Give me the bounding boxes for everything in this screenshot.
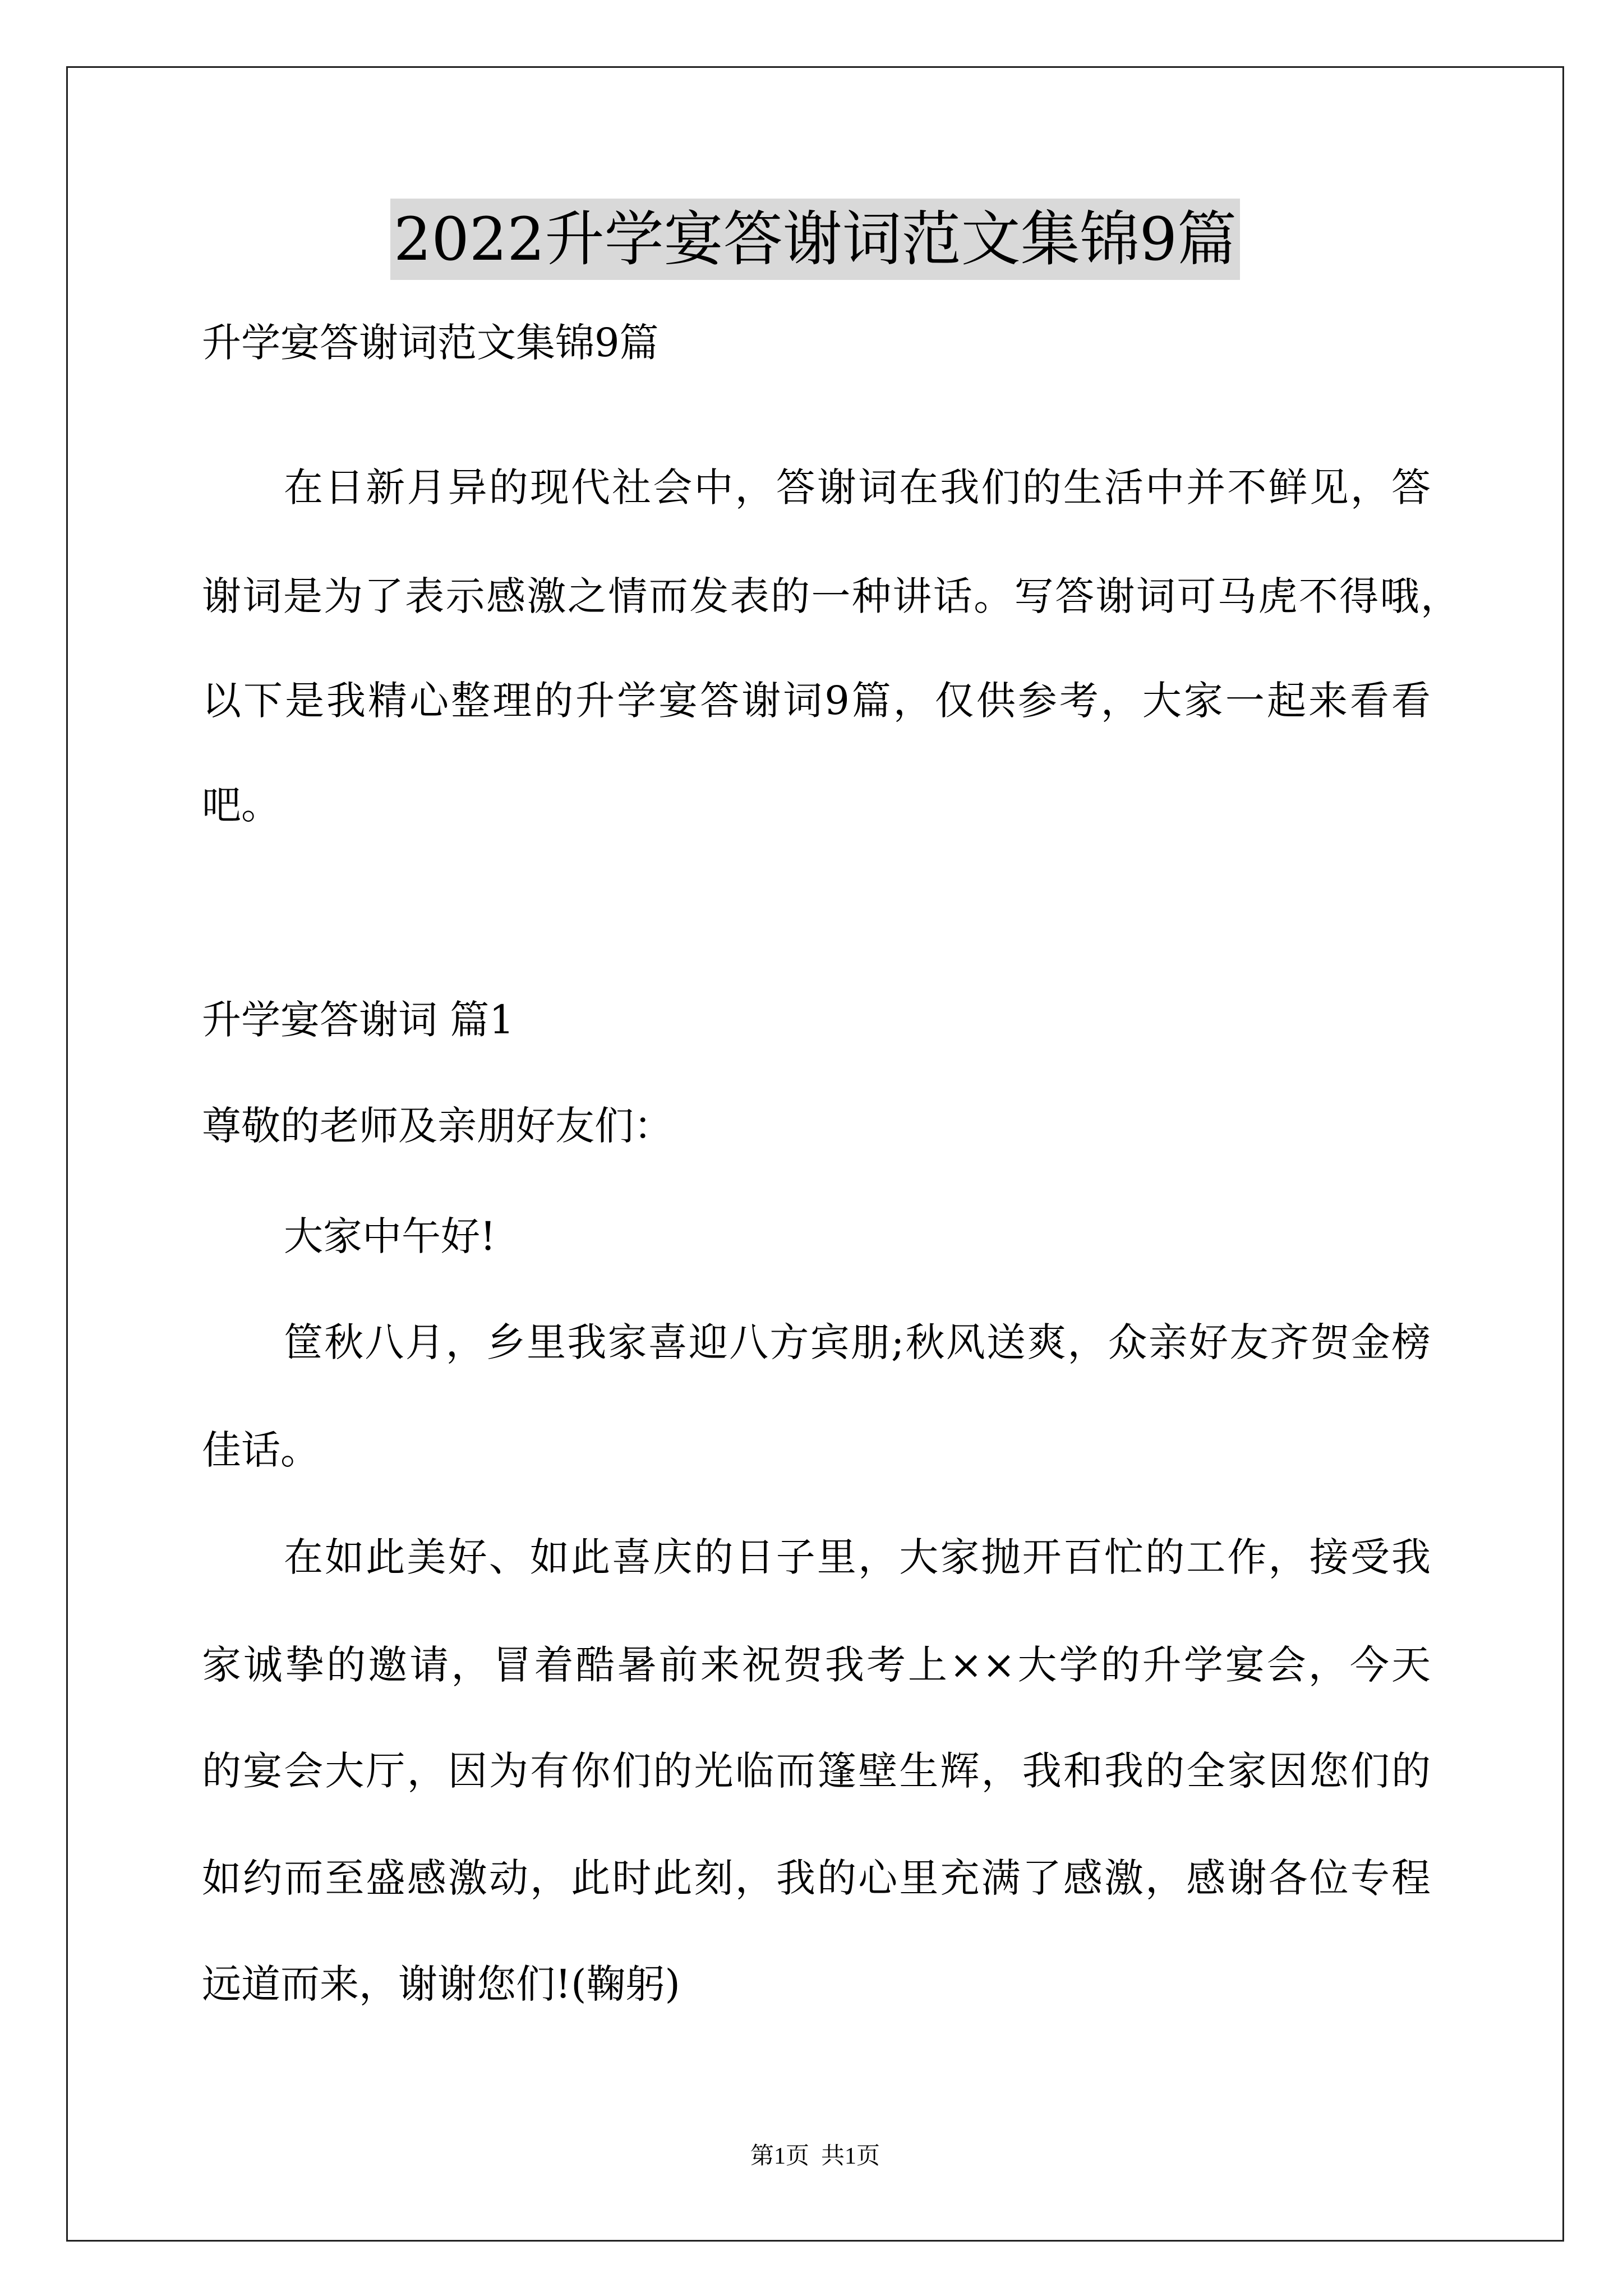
page-footer: 第1页 共1页 [750, 2143, 880, 2169]
paragraph-line: 在如此美好、如此喜庆的日子里，大家抛开百忙的工作，接受我 [284, 1534, 1431, 1580]
paragraph-line: 的宴会大厅，因为有你们的光临而篷壁生辉，我和我的全家因您们的 [202, 1748, 1431, 1794]
paragraph-line: 在日新月异的现代社会中，答谢词在我们的生活中并不鲜见，答 [284, 464, 1431, 510]
paragraph-line: 筐秋八月，乡里我家喜迎八方宾朋;秋风送爽，众亲好友齐贺金榜 [284, 1319, 1431, 1365]
paragraph-line: 远道而来，谢谢您们!(鞠躬) [202, 1961, 680, 2007]
paragraph-line: 谢词是为了表示感激之情而发表的一种讲话。写答谢词可马虎不得哦， [202, 573, 1460, 619]
paragraph-line: 以下是我精心整理的升学宴答谢词9篇，仅供参考，大家一起来看看 [202, 678, 1431, 724]
paragraph-line: 家诚挚的邀请，冒着酷暑前来祝贺我考上××大学的升学宴会，今天 [202, 1642, 1431, 1688]
paragraph-line: 佳话。 [202, 1427, 320, 1473]
document-title-container [66, 199, 1564, 280]
section-heading: 升学宴答谢词 篇1 [202, 997, 514, 1043]
document-title: 2022升学宴答谢词范文集锦9篇 [390, 199, 1240, 280]
greeting: 大家中午好! [284, 1213, 496, 1259]
paragraph-line: 吧。 [202, 782, 280, 828]
page-border [66, 66, 1564, 2242]
salutation: 尊敬的老师及亲朋好友们： [202, 1103, 673, 1149]
paragraph-line: 如约而至盛感激动，此时此刻，我的心里充满了感激，感谢各位专程 [202, 1855, 1431, 1901]
document-subtitle: 升学宴答谢词范文集锦9篇 [202, 320, 659, 366]
